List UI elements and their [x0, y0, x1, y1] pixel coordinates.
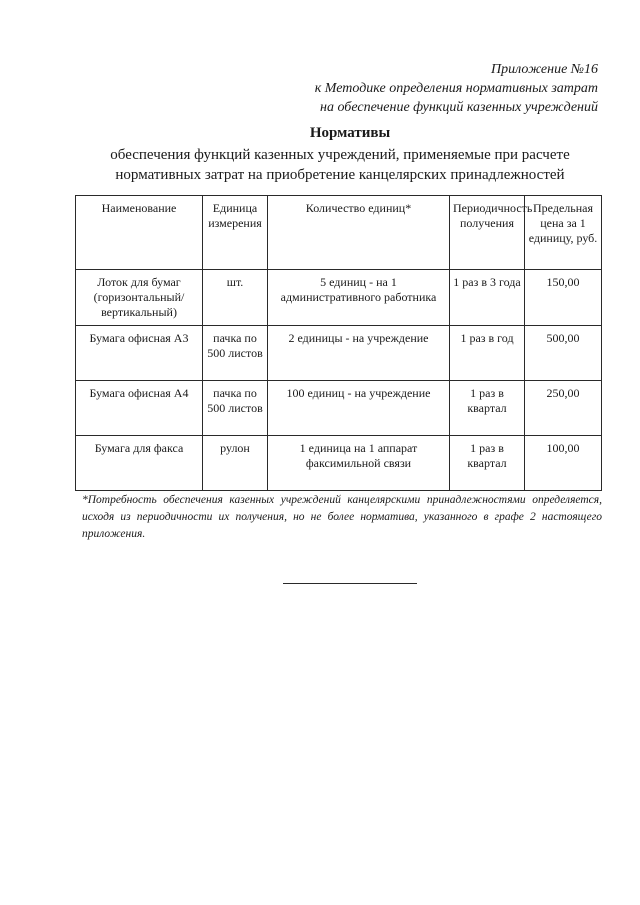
cell-price: 500,00 [525, 326, 602, 381]
cell-quantity: 100 единиц - на учреждение [268, 381, 450, 436]
column-header-name: Наименование [76, 196, 203, 270]
table-row [76, 270, 602, 326]
table-row [76, 436, 602, 491]
appendix-header [178, 60, 598, 117]
cell-name: Бумага офисная А3 [76, 326, 203, 381]
subtitle-line: нормативных затрат на приобретение канцелярских принадлежностей [115, 167, 565, 183]
cell-price: 100,00 [525, 436, 602, 491]
footnote: *Потребность обеспечения казенных учреждений канцелярскими принадлежностями определяется, исходя из периодичности их получения, но не более норматива, указанного в графе 2 настоящего приложения. [82, 494, 602, 540]
closing-line-divider [283, 583, 417, 584]
cell-unit: пачка по 500 листов [203, 381, 268, 436]
cell-periodicity: 1 раз в год [450, 326, 525, 381]
table-row [76, 381, 602, 436]
cell-quantity: 5 единиц - на 1 административного работника [268, 270, 450, 326]
column-header-quantity: Количество единиц* [268, 196, 450, 270]
cell-quantity: 1 единица на 1 аппарат факсимильной связи [268, 436, 450, 491]
appendix-scope: на обеспечение функций казенных учреждений [320, 100, 598, 115]
cell-unit: шт. [203, 270, 268, 326]
page-subtitle [40, 145, 640, 185]
cell-name: Бумага офисная А4 [76, 381, 203, 436]
table-row [76, 326, 602, 381]
column-header-periodicity: Периодичность получения [450, 196, 525, 270]
appendix-methodology: к Методике определения нормативных затрат [314, 81, 598, 96]
cell-unit: рулон [203, 436, 268, 491]
cell-name: Лоток для бумаг (горизонтальный/вертикальный) [76, 270, 203, 326]
cell-periodicity: 1 раз в квартал [450, 381, 525, 436]
page-title: Нормативы [309, 125, 391, 141]
norms-table [75, 195, 602, 491]
column-header-price: Предельная цена за 1 единицу, руб. [525, 196, 602, 270]
appendix-number: Приложение №16 [491, 62, 598, 77]
cell-unit: пачка по 500 листов [203, 326, 268, 381]
cell-periodicity: 1 раз в квартал [450, 436, 525, 491]
cell-price: 150,00 [525, 270, 602, 326]
cell-quantity: 2 единицы - на учреждение [268, 326, 450, 381]
table-header-row [76, 196, 602, 270]
column-header-unit: Единица измерения [203, 196, 268, 270]
cell-name: Бумага для факса [76, 436, 203, 491]
subtitle-line: обеспечения функций казенных учреждений, применяемые при расчете [110, 147, 570, 163]
cell-price: 250,00 [525, 381, 602, 436]
cell-periodicity: 1 раз в 3 года [450, 270, 525, 326]
